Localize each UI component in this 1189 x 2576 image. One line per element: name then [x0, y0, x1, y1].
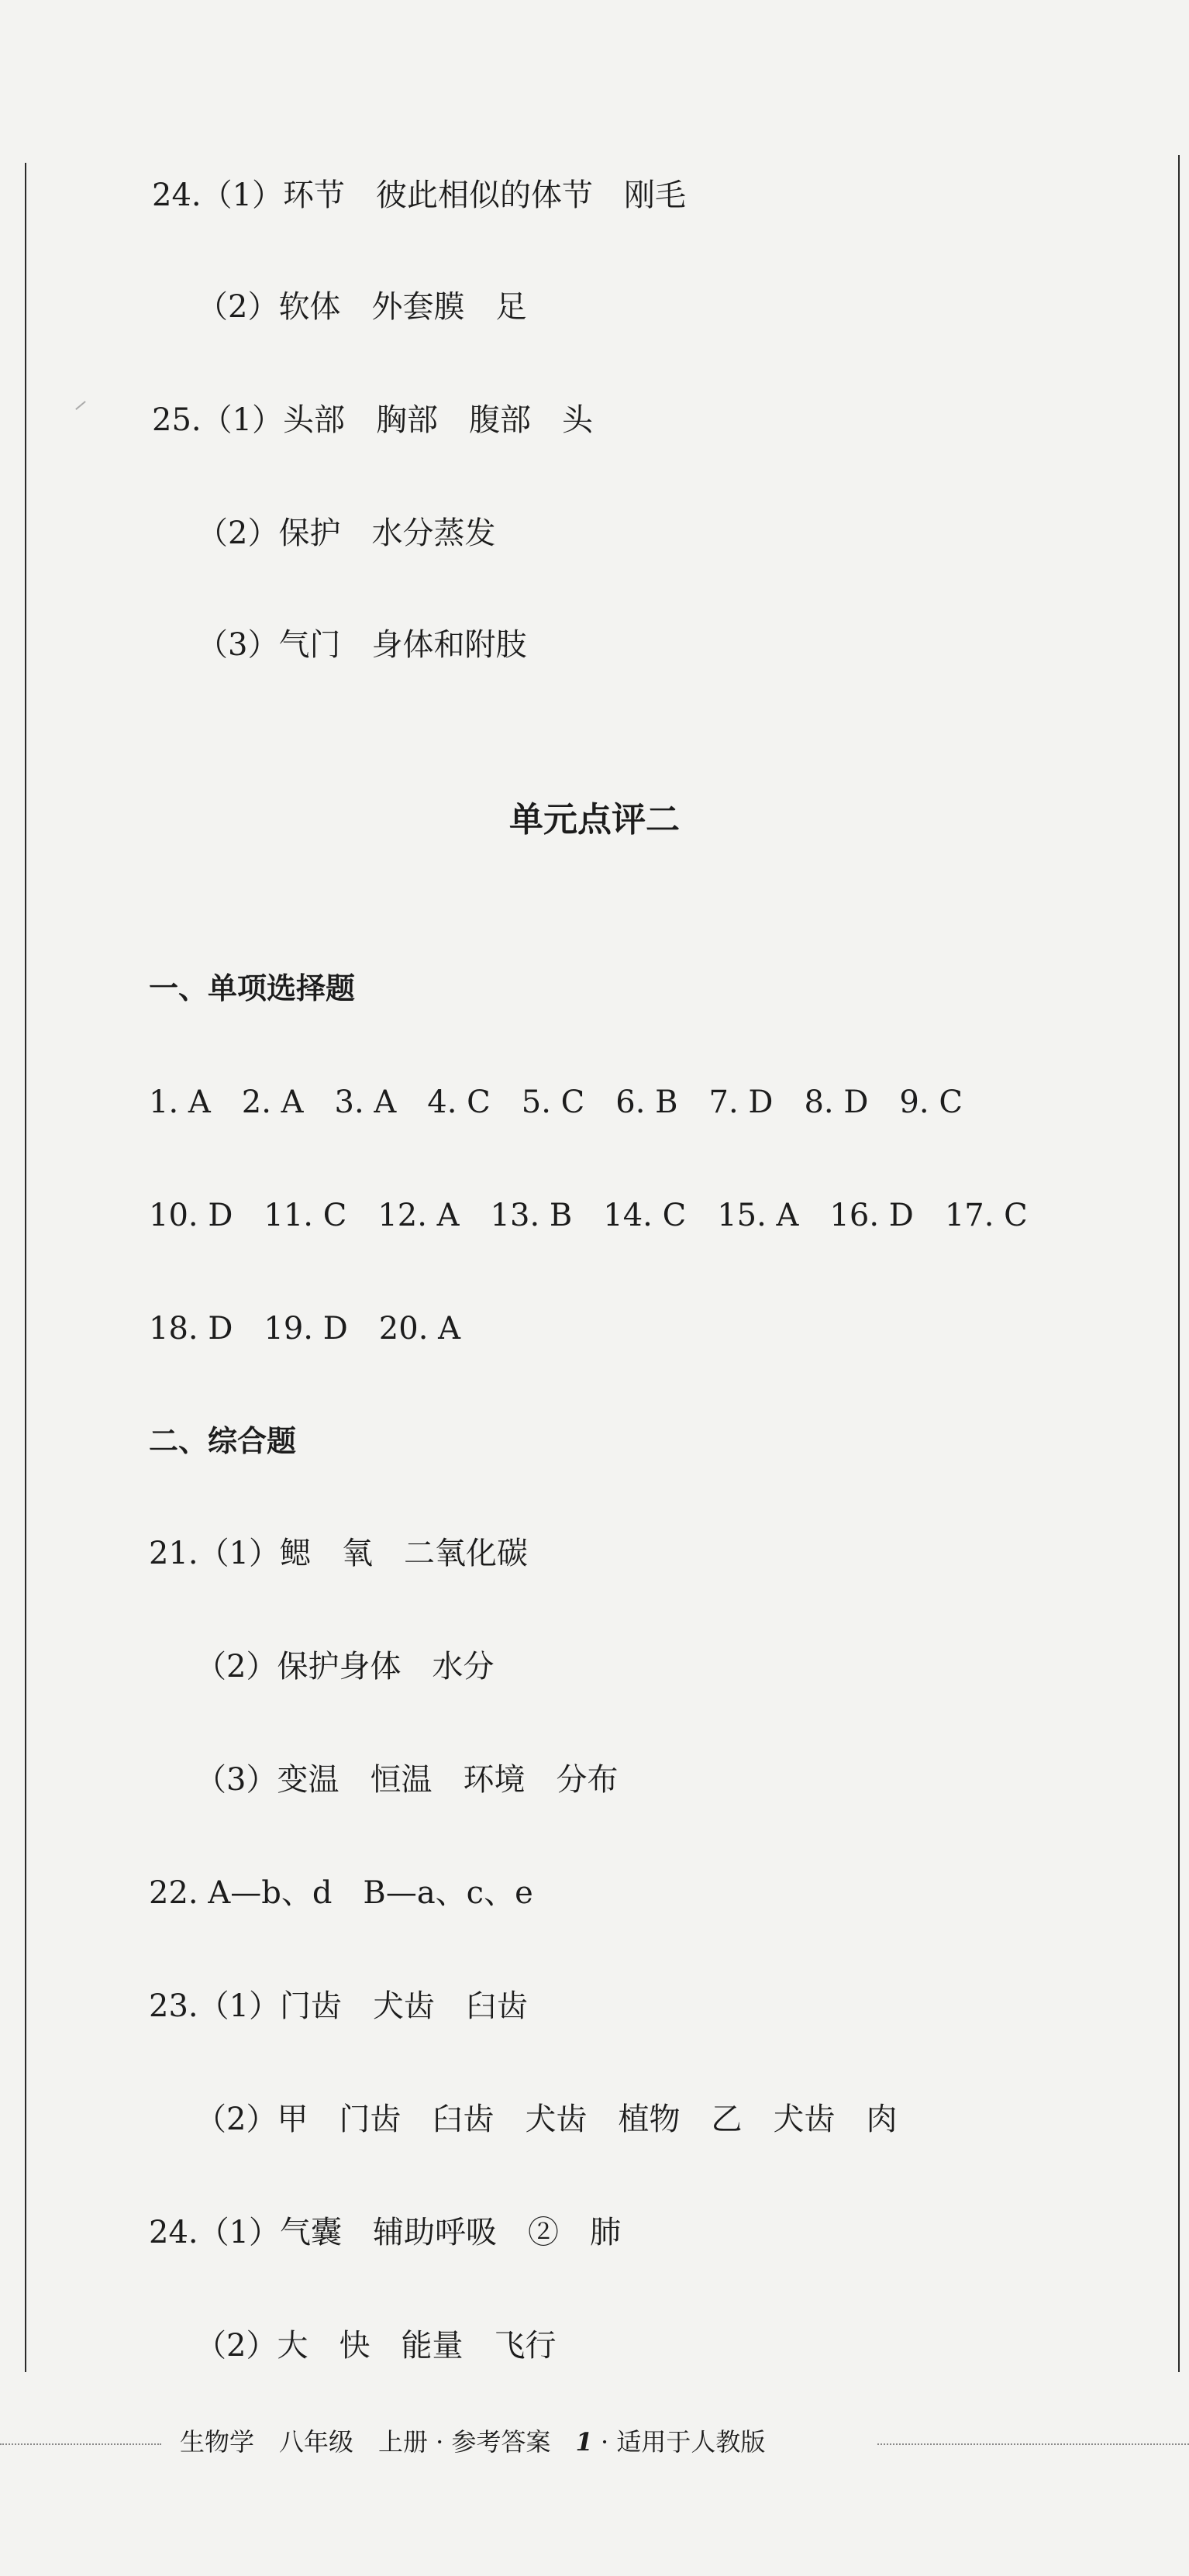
answer-line: 24.（1）气囊 辅助呼吸 ② 肺 [149, 2215, 622, 2250]
footer-dotted-rule [877, 2443, 1189, 2445]
unit-title: 单元点评二 [509, 800, 680, 840]
answer-line: 21.（1）鳃 氧 二氧化碳 [149, 1536, 529, 1571]
footer-dotted-rule [0, 2443, 161, 2445]
answer-line: （3）变温 恒温 环境 分布 [195, 1762, 619, 1798]
answer-line: 23.（1）门齿 犬齿 臼齿 [149, 1988, 529, 2024]
answer-line: （2）保护 水分蒸发 [197, 516, 496, 551]
answer-line: （3）气门 身体和附肢 [197, 627, 527, 663]
footer-edition: 适用于人教版 [616, 2427, 766, 2457]
right-margin-rule [1178, 155, 1180, 2372]
stray-mark [75, 401, 86, 410]
left-margin-rule [25, 163, 26, 2372]
choice-answers-row: 1. A 2. A 3. A 4. C 5. C 6. B 7. D 8. D 9. C [149, 1085, 963, 1120]
answer-line: 24.（1）环节 彼此相似的体节 刚毛 [152, 178, 687, 213]
section-heading-choice: 一、单项选择题 [149, 971, 356, 1005]
section-heading-comprehensive: 二、综合题 [149, 1424, 297, 1458]
answer-line: 25.（1）头部 胸部 腹部 头 [152, 402, 594, 438]
choice-answers-row: 10. D 11. C 12. A 13. B 14. C 15. A 16. D 17. C [149, 1198, 1028, 1233]
choice-answers-row: 18. D 19. D 20. A [149, 1311, 461, 1347]
footer-text: 生物学 八年级 上册 · 参考答案 1 · 适用于人教版 [180, 2427, 766, 2457]
answer-line: 22. A—b、d B—a、c、e [149, 1875, 533, 1911]
page-footer [0, 2425, 1189, 2464]
answer-line: （2）大 快 能量 飞行 [195, 2328, 557, 2364]
answer-line: （2）甲 门齿 臼齿 犬齿 植物 乙 犬齿 肉 [195, 2102, 898, 2137]
answer-line: （2）保护身体 水分 [195, 1649, 495, 1685]
page-number: 1 [575, 2427, 593, 2457]
footer-book-title: 生物学 八年级 上册 · 参考答案 [180, 2427, 551, 2457]
answer-line: （2）软体 外套膜 足 [197, 289, 527, 325]
